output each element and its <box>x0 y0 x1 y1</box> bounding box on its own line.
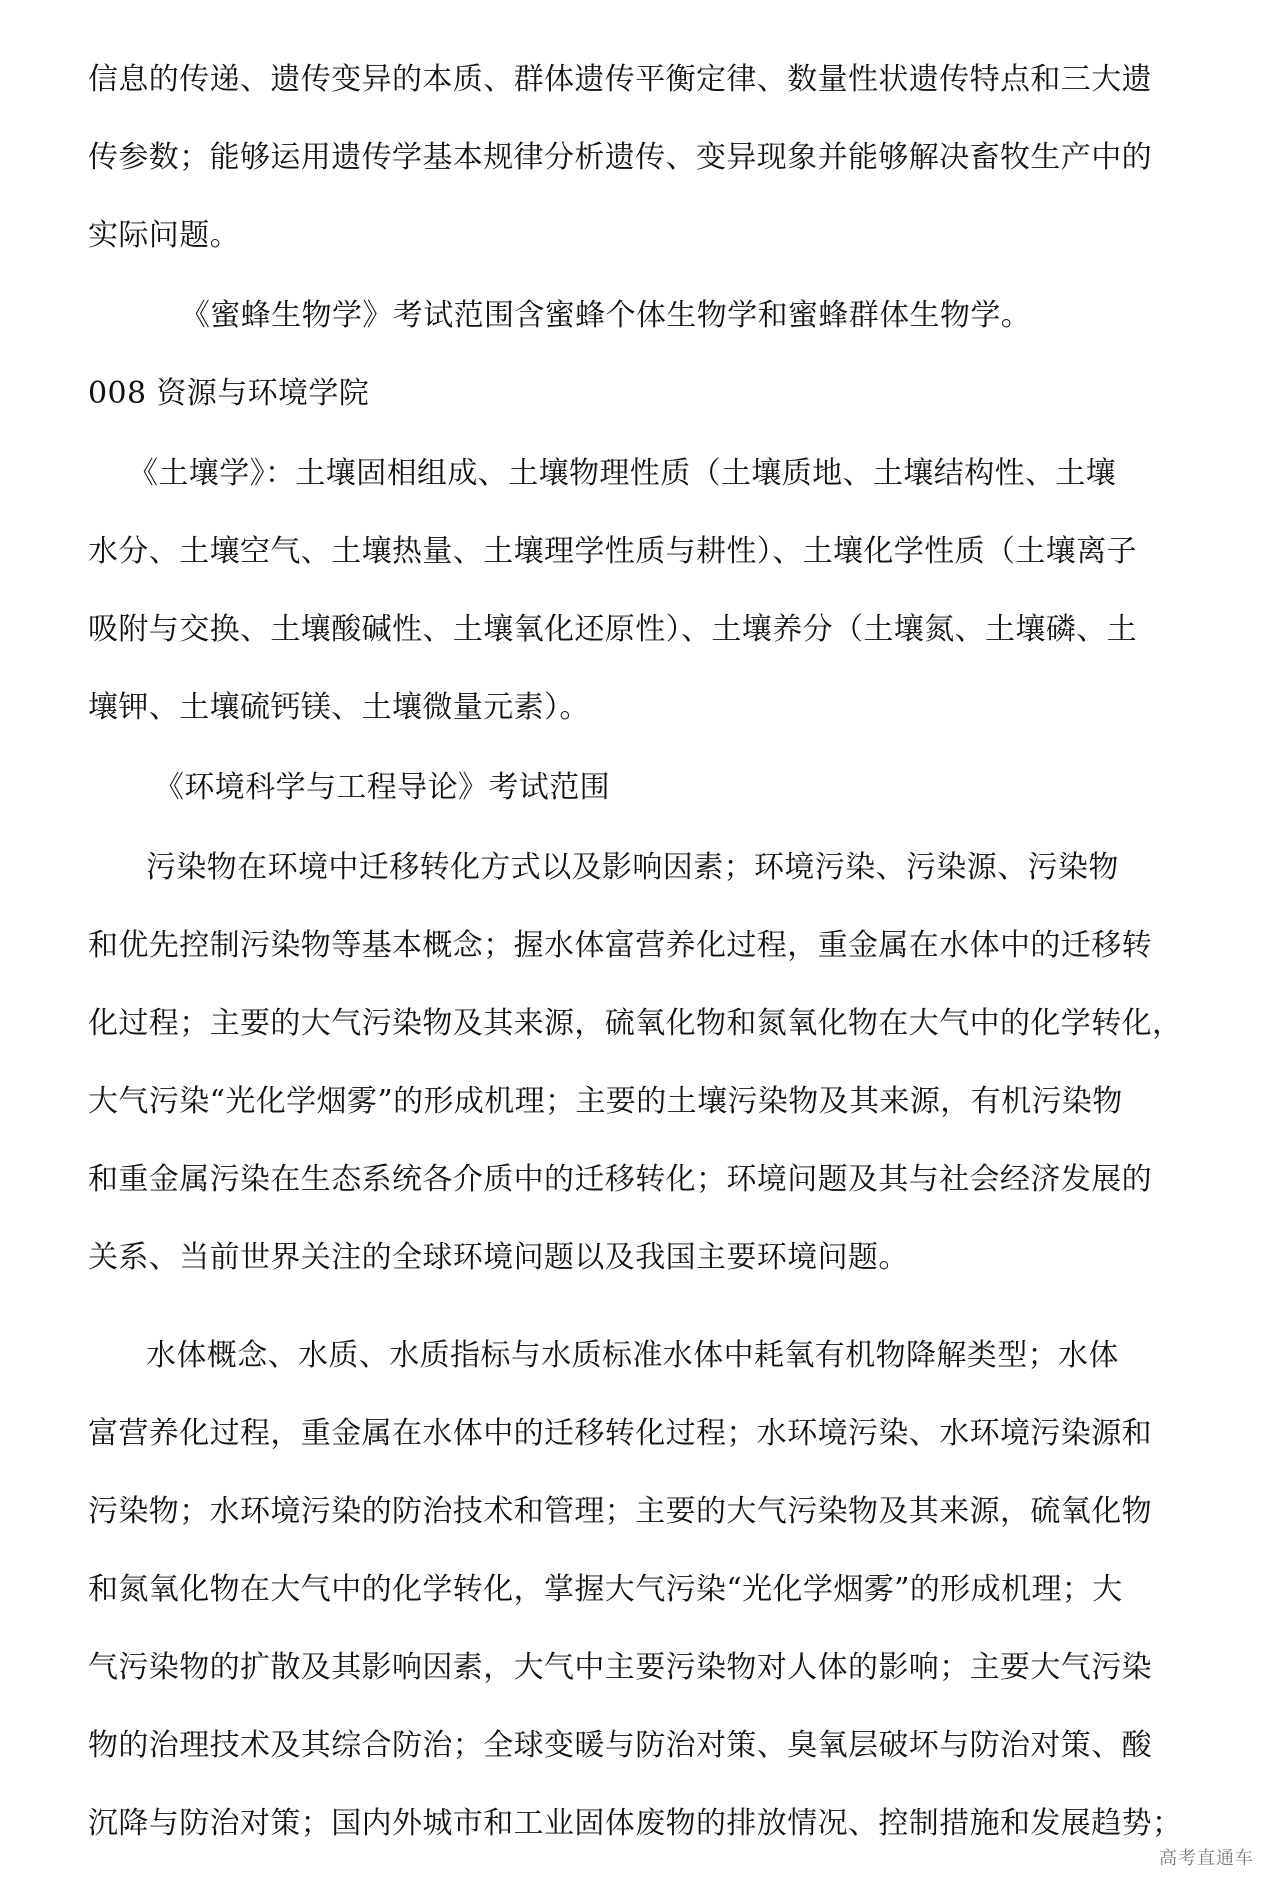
text-line: 《土壤学》：土壤固相组成、土壤物理性质（土壤质地、土壤结构性、土壤 <box>128 456 1117 491</box>
text-line: 化过程；主要的大气污染物及其来源，硫氧化物和氮氧化物在大气中的化学转化， <box>88 1006 1183 1041</box>
text-line: 水分、土壤空气、土壤热量、土壤理学性质与耕性）、土壤化学性质（土壤离子 <box>88 534 1137 569</box>
text-line: 沉降与防治对策；国内外城市和工业固体废物的排放情况、控制措施和发展趋势； <box>88 1806 1183 1841</box>
text-line: 大气污染“光化学烟雾”的形成机理；主要的土壤污染物及其来源，有机污染物 <box>88 1084 1123 1119</box>
text-line: 和氮氧化物在大气中的化学转化，掌握大气污染“光化学烟雾”的形成机理；大 <box>88 1572 1123 1607</box>
text-line: 富营养化过程，重金属在水体中的迁移转化过程；水环境污染、水环境污染源和 <box>88 1416 1152 1451</box>
text-line: 实际问题。 <box>88 218 240 253</box>
text-line: 污染物；水环境污染的防治技术和管理；主要的大气污染物及其来源，硫氧化物 <box>88 1494 1152 1529</box>
text-line: 物的治理技术及其综合防治；全球变暖与防治对策、臭氧层破坏与防治对策、酸 <box>88 1728 1152 1763</box>
text-line: 壤钾、土壤硫钙镁、土壤微量元素）。 <box>88 690 590 725</box>
text-line: 污染物在环境中迁移转化方式以及影响因素；环境污染、污染源、污染物 <box>146 850 1119 885</box>
text-line: 关系、当前世界关注的全球环境问题以及我国主要环境问题。 <box>88 1240 909 1275</box>
watermark: 高考直通车 <box>1159 1848 1254 1868</box>
subsection-title: 《环境科学与工程导论》考试范围 <box>154 770 610 805</box>
text-line: 传参数；能够运用遗传学基本规律分析遗传、变异现象并能够解决畜牧生产中的 <box>88 140 1152 175</box>
text-line: 《蜜蜂生物学》考试范围含蜜蜂个体生物学和蜜蜂群体生物学。 <box>180 298 1032 333</box>
text-line: 吸附与交换、土壤酸碱性、土壤氧化还原性）、土壤养分（土壤氮、土壤磷、土 <box>88 612 1137 647</box>
section-heading: 008 资源与环境学院 <box>88 376 370 411</box>
text-line: 气污染物的扩散及其影响因素，大气中主要污染物对人体的影响；主要大气污染 <box>88 1650 1152 1685</box>
text-line: 和重金属污染在生态系统各介质中的迁移转化；环境问题及其与社会经济发展的 <box>88 1162 1152 1197</box>
text-line: 水体概念、水质、水质指标与水质标准水体中耗氧有机物降解类型；水体 <box>146 1338 1119 1373</box>
text-line: 和优先控制污染物等基本概念；握水体富营养化过程，重金属在水体中的迁移转 <box>88 928 1152 963</box>
text-line: 信息的传递、遗传变异的本质、群体遗传平衡定律、数量性状遗传特点和三大遗 <box>88 62 1152 97</box>
